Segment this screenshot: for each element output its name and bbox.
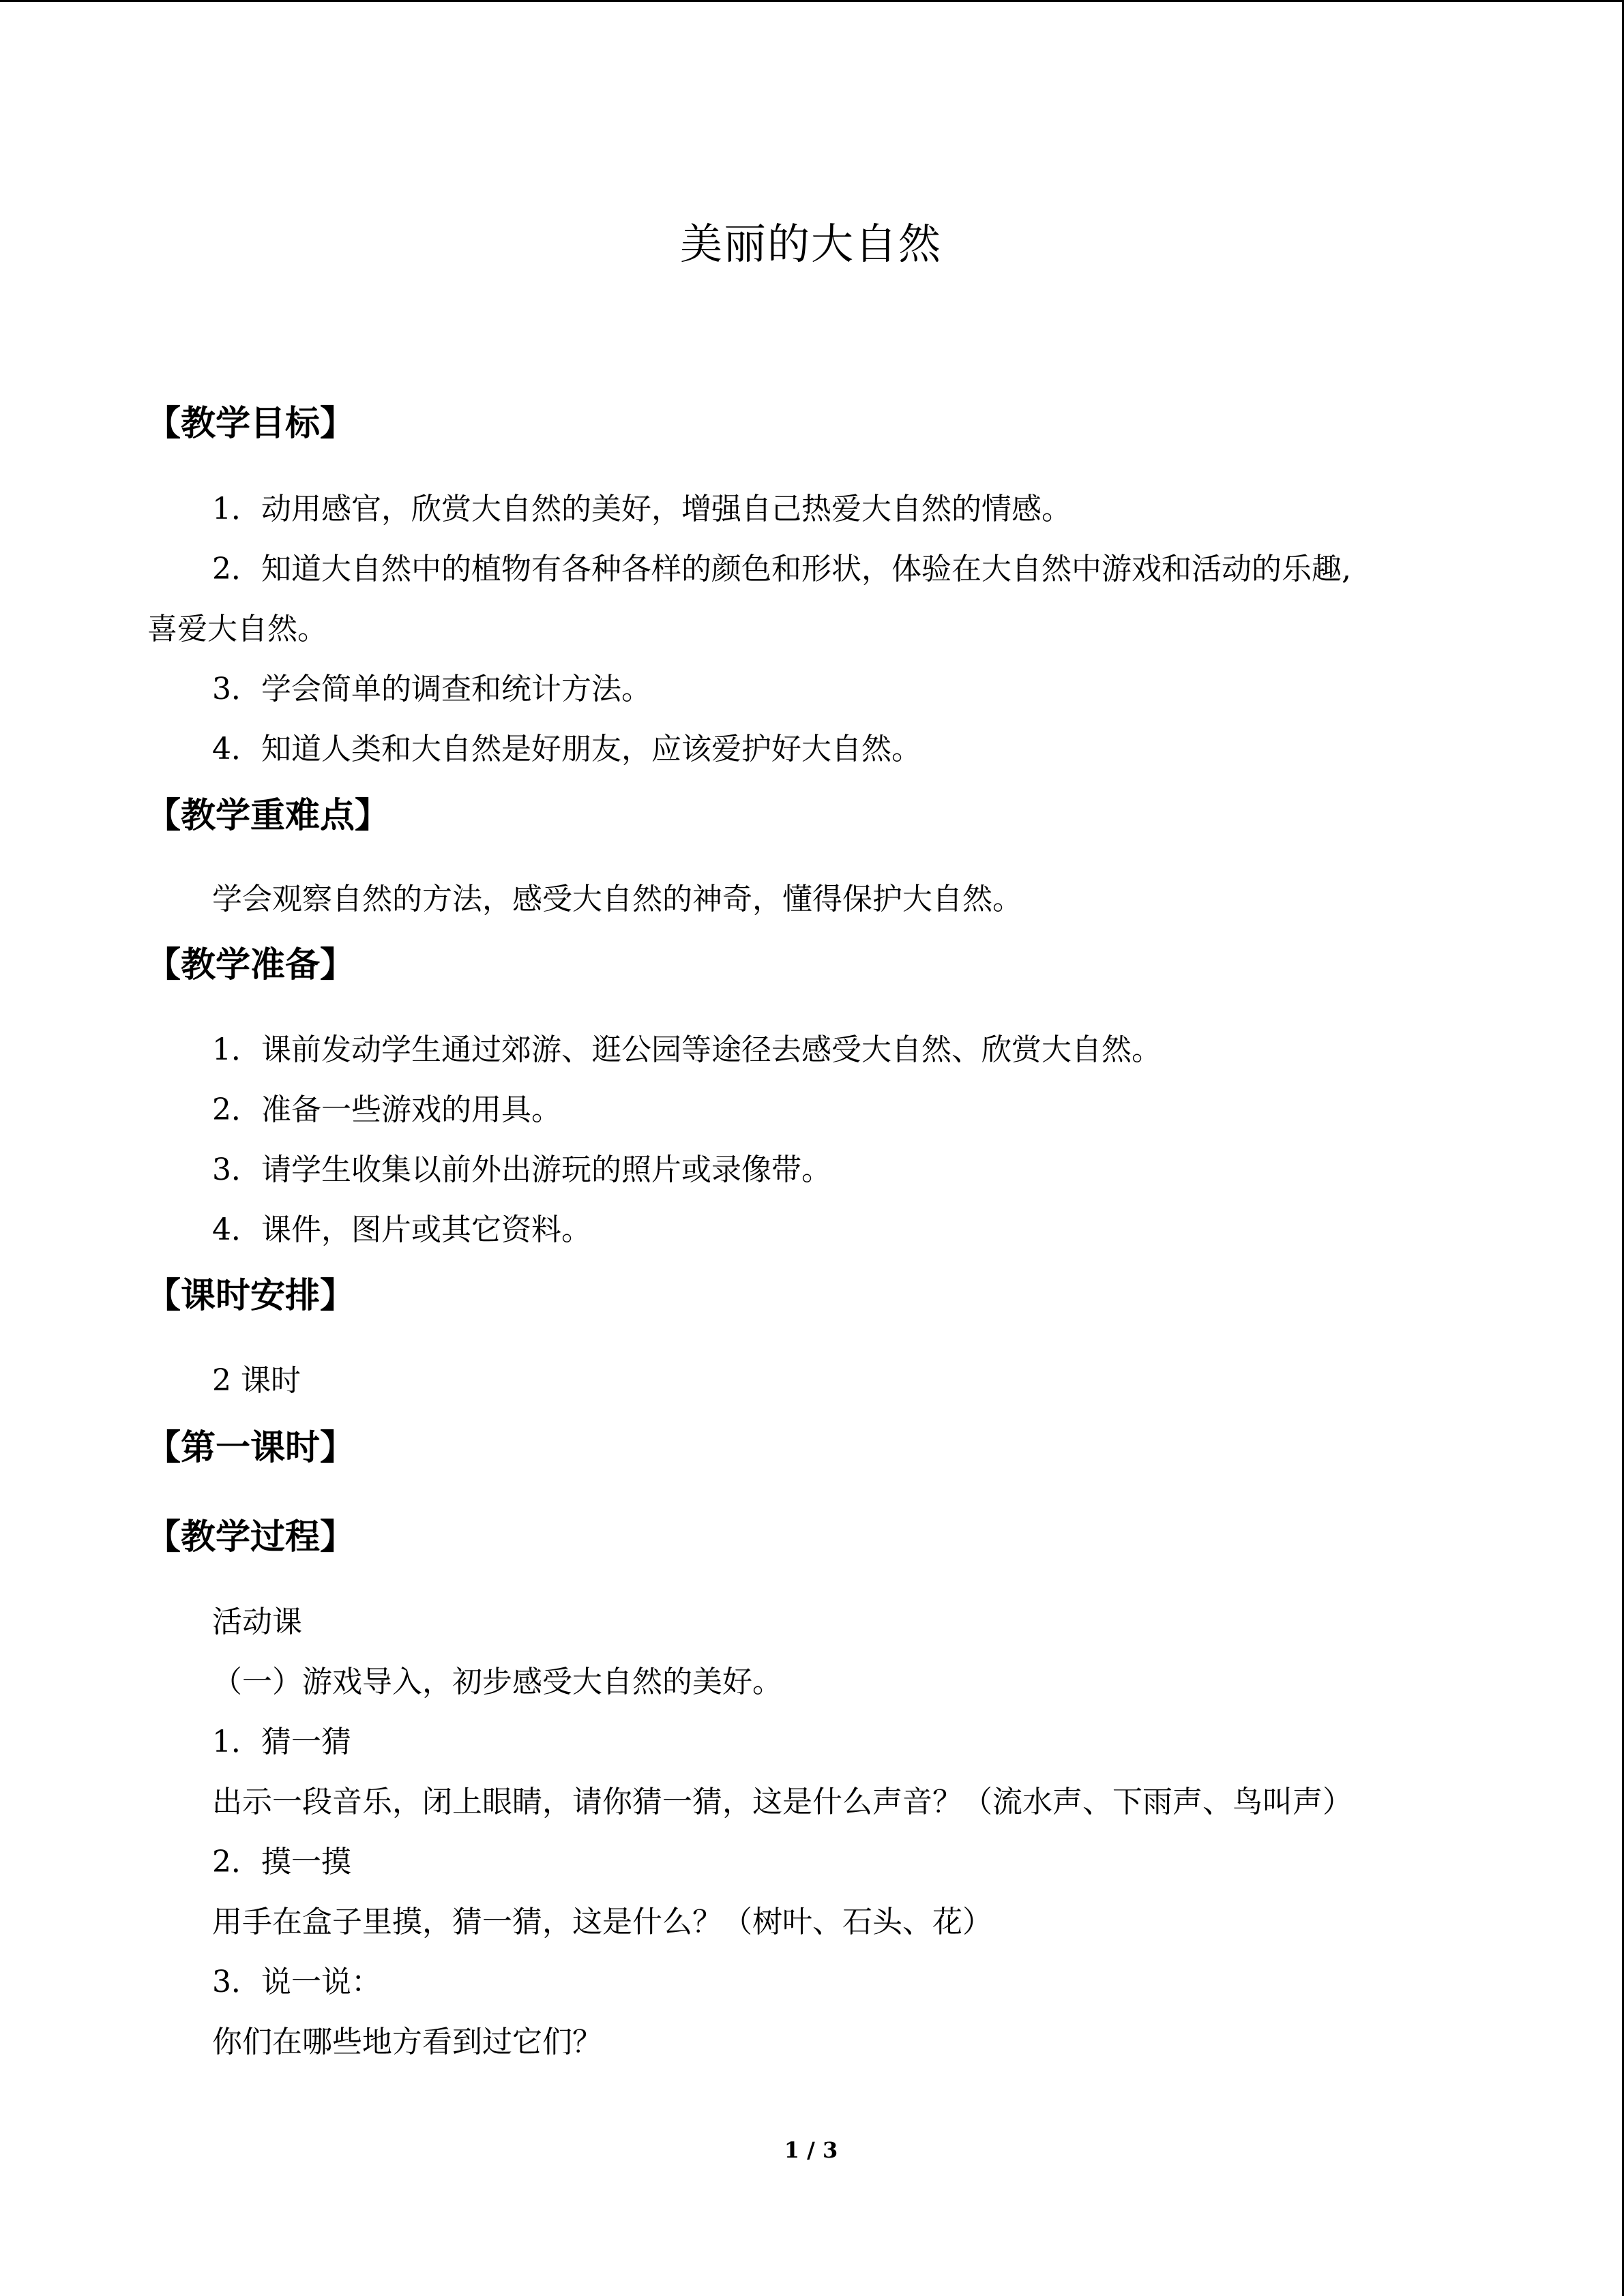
preparation-item-4: 4．课件，图片或其它资料。 — [212, 1212, 591, 1247]
objective-item-4: 4．知道人类和大自然是好朋友，应该爱护好大自然。 — [212, 732, 921, 766]
objective-item-2: 2．知道大自然中的植物有各种各样的颜色和形状，体验在大自然中游戏和活动的乐趣, — [212, 552, 1351, 586]
process-line-1: 活动课 — [212, 1605, 302, 1639]
process-line-5: 2．摸一摸 — [212, 1845, 351, 1879]
objective-item-1: 1．动用感官，欣赏大自然的美好，增强自己热爱大自然的情感。 — [212, 492, 1072, 526]
preparation-item-3: 3．请学生收集以前外出游玩的照片或录像带。 — [212, 1152, 831, 1187]
process-line-2: （一）游戏导入，初步感受大自然的美好。 — [212, 1665, 782, 1699]
process-line-4: 出示一段音乐，闭上眼睛，请你猜一猜，这是什么声音？（流水声、下雨声、鸟叫声） — [212, 1785, 1353, 1819]
key-points-text: 学会观察自然的方法，感受大自然的神奇，懂得保护大自然。 — [212, 882, 1022, 916]
preparation-item-2: 2．准备一些游戏的用具。 — [212, 1092, 561, 1127]
schedule-text: 2 课时 — [212, 1363, 301, 1398]
preparation-item-1: 1．课前发动学生通过郊游、逛公园等途径去感受大自然、欣赏大自然。 — [212, 1032, 1162, 1067]
process-line-3: 1．猜一猜 — [212, 1725, 351, 1759]
objective-item-3: 3．学会简单的调查和统计方法。 — [212, 672, 651, 706]
heading-preparation: 【教学准备】 — [146, 945, 355, 985]
heading-process: 【教学过程】 — [146, 1517, 355, 1557]
process-line-8: 你们在哪些地方看到过它们？ — [212, 2025, 602, 2059]
objective-item-2-continued: 喜爱大自然。 — [147, 612, 327, 646]
process-line-7: 3．说一说： — [212, 1965, 381, 1999]
heading-schedule: 【课时安排】 — [146, 1276, 355, 1316]
heading-key-points: 【教学重难点】 — [146, 796, 390, 836]
heading-first-lesson: 【第一课时】 — [146, 1428, 355, 1468]
page-title: 美丽的大自然 — [679, 219, 942, 269]
heading-objectives: 【教学目标】 — [146, 404, 355, 444]
page-number: 1 / 3 — [784, 2137, 838, 2163]
process-line-6: 用手在盒子里摸，猜一猜，这是什么？（树叶、石头、花） — [212, 1905, 992, 1939]
